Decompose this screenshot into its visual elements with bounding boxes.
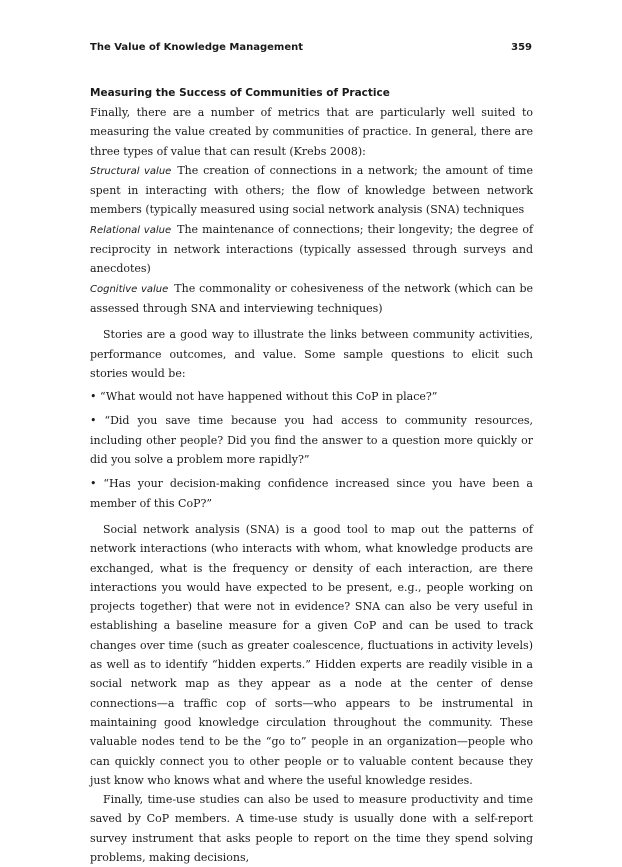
timeuse-paragraph: Finally, time-use studies can also be used to measure productivity and time saved by CoP members. A time-use study is usually done with a self-report survey instrument that asks people to report on the time they spend solving problems, making decisions,: [90, 793, 533, 864]
definition-structural: [90, 161, 533, 220]
definition-term: Structural value: [90, 165, 172, 177]
question-list: [90, 387, 533, 513]
running-title: The Value of Knowledge Management: [90, 42, 304, 53]
definition-term: Cognitive value: [90, 283, 169, 295]
section-heading: Measuring the Success of Communities of Practice: [90, 87, 390, 99]
page-body: [90, 84, 533, 867]
sna-paragraph: Social network analysis (SNA) is a good tool to map out the patterns of network interactions (who interacts with whom, what knowledge products are exchanged, what is the frequency or density of each interaction, are there interactions you would have expected to be present, e.g., people working on projects together) that were not in evidence? SNA can also be very useful in establishing a baseline measure for a given CoP and can be used to track changes over time (such as greater coalescence, fluctuations in activity levels) as well as to identify “hidden experts.” Hidden experts are readily visible in a social network map as they appear as a node at the center of dense connections—a traffic cop of sorts—who appears to be instrumental in maintaining good knowledge circulation throughout the community. These valuable nodes tend to be the “go to” people in an organization—people who can quickly connect you to other people or to valuable content because they just know who knows what and where the useful knowledge resides.: [90, 522, 533, 787]
intro-paragraph: Finally, there are a number of metrics that are particularly well suited to measuring the value created by communities of practice. In general, there are three types of value that can result (Krebs 2008):: [90, 106, 533, 158]
definition-text: The creation of connections in a network; the amount of time spent in interacting with others; the flow of knowledge between network members (typically measured using social network analysis (SNA) techniques: [90, 163, 533, 217]
list-item: • “Has your decision-making confidence increased since you have been a member of this CoP?”: [90, 474, 533, 513]
definition-term: Relational value: [90, 224, 172, 236]
definition-text: The maintenance of connections; their longevity; the degree of reciprocity in network interactions (typically assessed through surveys and anecdotes): [90, 222, 534, 276]
value-definitions: [90, 161, 533, 318]
definition-cognitive: [90, 279, 533, 319]
page-number: 359: [511, 42, 532, 53]
list-item: • “Did you save time because you had access to community resources, including other people? Did you find the answer to a question more quickly or did you solve a problem more rapidly?”: [90, 411, 533, 469]
stories-paragraph: Stories are a good way to illustrate the links between community activities, performance outcomes, and value. Some sample questions to elicit such stories would be:: [90, 328, 533, 380]
definition-text: The commonality or cohesiveness of the network (which can be assessed through SNA and interviewing techniques): [90, 281, 534, 315]
list-item: • “What would not have happened without this CoP in place?”: [90, 387, 533, 406]
definition-relational: [90, 220, 533, 279]
